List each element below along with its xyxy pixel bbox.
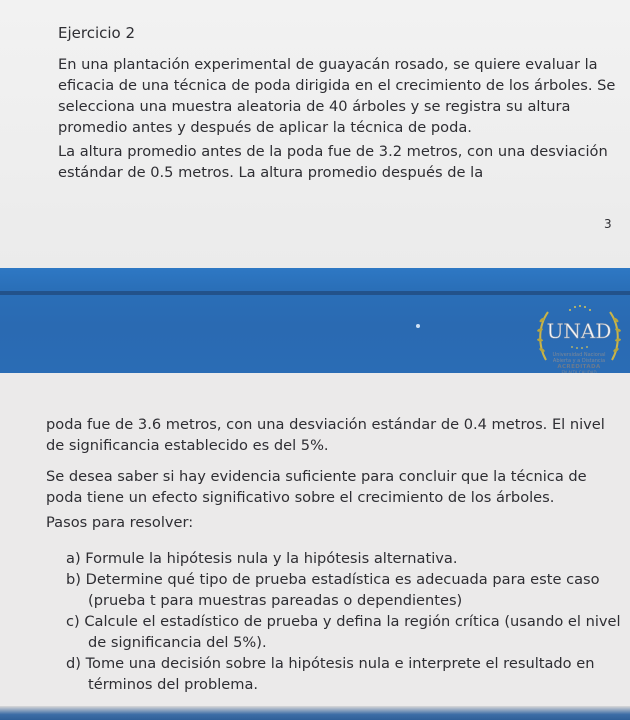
logo-accredited: ACREDITADA	[557, 364, 601, 370]
question-paragraph: Se desea saber si hay evidencia suficiente para concluir que la técnica de poda tiene un efecto significativo sobre el crecimiento de los árboles.	[46, 468, 587, 506]
band-dot	[416, 324, 420, 328]
page-upper	[0, 0, 630, 268]
page-number: 3	[604, 217, 612, 231]
step-d: d) Tome una decisión sobre la hipótesis nula e interprete el resultado en términos del problema.	[66, 655, 595, 693]
step-a: a) Formule la hipótesis nula y la hipótesis alternativa.	[66, 550, 458, 567]
step-b: b) Determine qué tipo de prueba estadística es adecuada para este caso (prueba t para muestras pareadas o dependientes)	[66, 571, 600, 609]
logo-line-2: Abierta y a Distancia	[552, 358, 606, 364]
band-stripe	[0, 291, 630, 295]
logo-line-1: Universidad Nacional	[552, 352, 606, 358]
steps-heading: Pasos para resolver:	[46, 514, 194, 531]
step-c: c) Calcule el estadístico de prueba y defina la región crítica (usando el nivel de significancia del 5%).	[66, 613, 621, 651]
footer-band	[0, 268, 630, 373]
unad-logo	[536, 302, 622, 372]
intro-paragraph: En una plantación experimental de guayacán rosado, se quiere evaluar la eficacia de una técnica de poda dirigida en el crecimiento de los árboles. Se selecciona una muestra aleatoria de 40 árboles y se registra su altura promedio antes y después de aplicar la técnica de poda.	[58, 56, 616, 136]
data-paragraph-part2: poda fue de 3.6 metros, con una desviación estándar de 0.4 metros. El nivel de significancia establecido es del 5%.	[46, 416, 605, 454]
exercise-title: Ejercicio 2	[58, 24, 136, 42]
bottom-edge	[0, 706, 630, 720]
data-paragraph-part1: La altura promedio antes de la poda fue de 3.2 metros, con una desviación estándar de 0.5 metros. La altura promedio después de la	[58, 143, 608, 181]
unad-wordmark: UNAD	[546, 319, 612, 343]
